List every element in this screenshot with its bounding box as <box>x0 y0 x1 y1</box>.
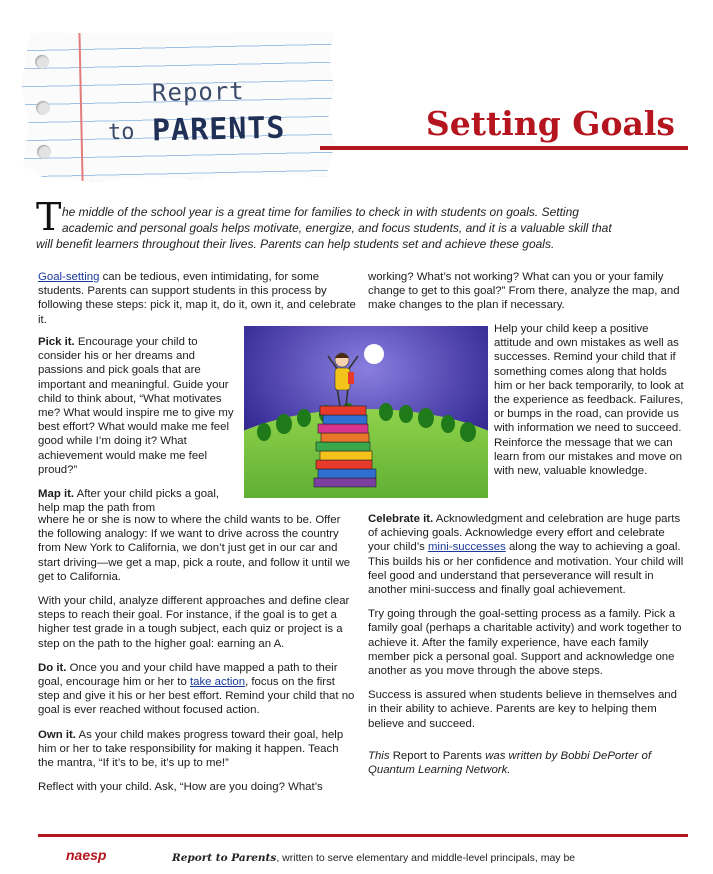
naesp-logo: naesp <box>66 847 107 863</box>
reflect-paragraph: Reflect with your child. Ask, “How are you doing? What’s <box>38 781 323 794</box>
intro-goal-setting: Goal-setting can be tedious, even intimidating, for some students. Parents can support students in this process by following these steps: pick it, map it, do it, own it, and celebrate it. <box>38 271 356 326</box>
map-it-paragraph-cont: where he or she is now to where the child wants to be. Offer the following analogy: If we want to drive across the country from New York to California, we don’t just get in our car and start driving—we get a map, pick a route, and follow it until we get to California. <box>38 514 351 583</box>
intro-line-3: will benefit learners throughout their lives. Parents can help students set and achieve these goals. <box>36 237 555 251</box>
mini-successes-link[interactable]: mini-successes <box>427 541 506 554</box>
own-it-paragraph: Own it. As your child makes progress toward their goal, help him or her to take responsibility for making it happen. Teach the mantra, “If it’s to be, it’s up to me!” <box>38 728 344 770</box>
footer-text: Report to Parents, written to serve elementary and middle-level principals, may be <box>172 852 576 864</box>
left-column-narrow <box>38 335 238 515</box>
pick-it-paragraph: Pick it. Encourage your child to consider his or her dreams and passions and pick goals that are important and meaningful. Guide your child to think about, “What motivates me? What would inspire me to give my best effort? What would make me feel good while I’m doing it? What achievement would make me feel proud?” <box>38 336 234 476</box>
intro-line-2: academic and personal goals helps motivate, energize, and focus students, and it is a valuable skill that <box>62 221 612 235</box>
page-title: Setting Goals <box>425 104 675 143</box>
parents-heading: PARENTS <box>151 110 286 149</box>
intro-paragraph <box>36 204 676 252</box>
author-credit: This Report to Parents was written by Bobbi DePorter of Quantum Learning Network. <box>368 749 652 777</box>
take-action-link[interactable]: take action <box>189 676 246 689</box>
do-it-paragraph: Do it. Once you and your child have mapped a path to their goal, encourage him or her to take action, focus on the first step and give it his or her best effort. Remind your child that no goal is ever reached without focused action. <box>38 661 355 717</box>
drop-cap: T <box>36 195 62 239</box>
right-column-top <box>368 270 686 323</box>
right-column-bottom <box>368 512 686 787</box>
report-heading: Report <box>151 77 245 107</box>
map-it-paragraph-start: Map it. After your child picks a goal, help map the path from <box>38 488 220 515</box>
analyze-paragraph: With your child, analyze different approaches and define clear steps to reach their goal. For instance, if the goal is to get a higher test grade in a tough subject, each quiz or project is a step on the path to the higher goal: earning an A. <box>38 595 350 650</box>
to-heading: to <box>107 119 135 146</box>
child-on-books-illustration <box>244 326 488 498</box>
title-rule <box>320 146 688 150</box>
intro-line-1: he middle of the school year is a great time for families to check in with students on goals. Setting <box>62 205 579 219</box>
right-column-narrow <box>494 322 684 488</box>
success-paragraph: Success is assured when students believe in themselves and in their ability to achieve. Parents are key to helping them believe and succeed. <box>368 689 677 730</box>
goal-setting-link[interactable]: Goal-setting <box>38 271 100 283</box>
left-column-bottom <box>38 513 356 804</box>
right-continuation: working? What’s not working? What can you or your family change to get to this goal?” From there, analyze the map, and make changes to the plan if necessary. <box>368 271 680 312</box>
family-goal-paragraph: Try going through the goal-setting process as a family. Pick a family goal (perhaps a charitable activity) and work together to achieve it. After the family experience, have each family member pick a personal goal. Support and acknowledge one another as you move through the above steps. <box>368 608 682 678</box>
footer-rule <box>38 834 688 837</box>
attitude-paragraph: Help your child keep a positive attitude and own mistakes as well as successes. Remind your child that if something comes along that holds him or her back temporarily, to look at the experience as feedback. Failures, or bumps in the road, can provide us with information we need to succeed. Reinforce the message that we can learn from our mistakes and move on with new, valuable knowledge. <box>494 323 684 478</box>
celebrate-it-paragraph: Celebrate it. Acknowledgment and celebration are huge parts of achieving goals. Acknowledge every effort and celebrate your child’s mini-successes along the way to achieving a goal. This builds his or her confidence and motivation. Your child will feel good and understand that perseverance will result in another mini-success and finally goal achievement. <box>368 513 684 597</box>
